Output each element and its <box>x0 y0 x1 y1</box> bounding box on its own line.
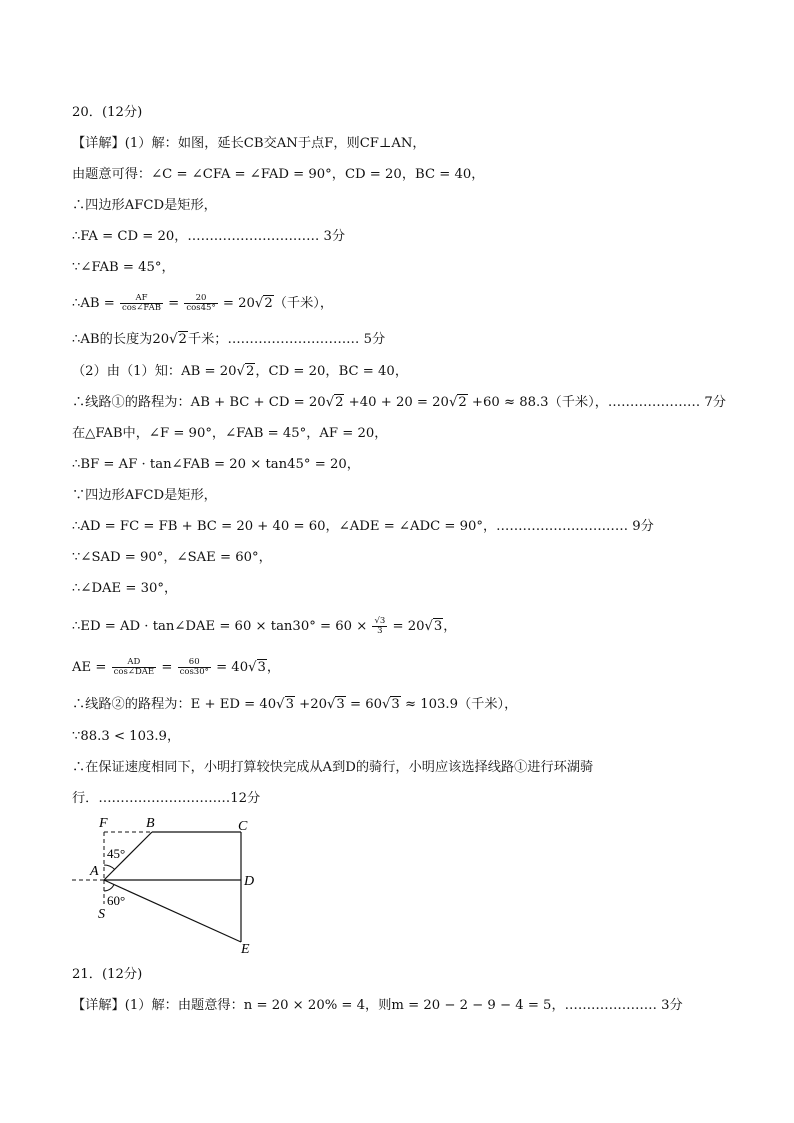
label-s: S <box>98 907 105 922</box>
label-d: D <box>244 874 255 889</box>
sqrt: √3 <box>248 660 266 675</box>
q20-line-18: ∴线路②的路程为：E + ED = 40√3 +20√3 = 60√3 ≈ 103.9（千米）， <box>72 697 518 712</box>
q20-line-21: 行．…………………………12分 <box>72 791 261 806</box>
q20-line-8: （2）由（1）知：AB = 20√2，CD = 20，BC = 40， <box>72 364 409 379</box>
q20-line-12: ∵四边形AFCD是矩形， <box>72 488 217 503</box>
q20-line-17: AE = $\frac{AD}{\text{cos∠DAE}}$ = $\frac{60}{\cos 30^\circ}$ = 40√3， <box>72 657 281 677</box>
sqrt: √2 <box>236 364 255 379</box>
sqrt: √3 <box>276 697 294 712</box>
q20-line-14: ∵∠SAD = 90°，∠SAE = 60°， <box>72 550 272 565</box>
sqrt: √3 <box>424 619 443 634</box>
q20-heading: 20．(12分) <box>72 105 143 120</box>
q21-heading: 21．(12分) <box>72 967 143 982</box>
fraction: $\frac{√3}{3}$ <box>374 616 386 636</box>
q20-line-3: ∴四边形AFCD是矩形， <box>72 198 217 213</box>
sqrt: √2 <box>169 332 187 347</box>
fraction: $\frac{AD}{\text{cos∠DAE}}$ <box>113 657 155 677</box>
q20-line-20: ∴在保证速度相同下，小明打算较快完成从A到D的骑行，小明应该选择线路①进行环湖骑 <box>72 760 594 775</box>
angle-arc-sae <box>104 885 114 892</box>
q20-line-16: ∴ED = AD · tan∠DAE = 60 × tan30° = 60 × $\frac{√3}{3}$ = 20√3， <box>72 616 457 636</box>
q20-line-1: 【详解】(1）解：如图，延长CB交AN于点F，则CF⊥AN， <box>72 136 426 151</box>
sqrt: √2 <box>325 395 344 410</box>
q20-line-7: ∴AB的长度为20√2千米；………………………… 5分 <box>72 332 386 347</box>
q20-line-11: ∴BF = AF · tan∠FAB = 20 × tan45° = 20， <box>72 457 360 472</box>
geometry-figure <box>60 812 280 962</box>
angle-label-sae: 60° <box>107 893 126 908</box>
label-b: B <box>146 816 155 831</box>
segment-ae <box>104 880 241 942</box>
sqrt: √3 <box>327 697 345 712</box>
fraction: $\frac{20}{\cos 45^\circ}$ <box>186 293 216 313</box>
label-a: A <box>90 864 99 879</box>
sqrt: √2 <box>448 395 467 410</box>
q20-line-19: ∵88.3 < 103.9， <box>72 729 181 744</box>
label-c: C <box>238 819 248 834</box>
q20-line-4: ∴FA = CD = 20，………………………… 3分 <box>72 229 346 244</box>
angle-arc-fab <box>104 865 115 869</box>
label-f: F <box>99 816 108 831</box>
q20-line-2: 由题意可得：∠C = ∠CFA = ∠FAD = 90°，CD = 20，BC = 40， <box>72 167 485 182</box>
q20-line-13: ∴AD = FC = FB + BC = 20 + 40 = 60，∠ADE = ∠ADC = 90°，………………………… 9分 <box>72 519 654 534</box>
q20-line-15: ∴∠DAE = 30°， <box>72 581 178 596</box>
q20-line-6: ∴AB = $\frac{AF}{\text{cos∠FAB}}$ = $\frac{20}{\cos 45^\circ}$ = 20√2（千米）， <box>72 293 334 313</box>
sqrt: √3 <box>382 697 400 712</box>
label-e: E <box>241 942 250 957</box>
fraction: $\frac{AF}{\text{cos∠FAB}}$ <box>122 293 161 313</box>
q20-line-5: ∵∠FAB = 45°， <box>72 260 175 275</box>
q20-line-9: ∴线路①的路程为：AB + BC + CD = 20√2 +40 + 20 = 20√2 +60 ≈ 88.3（千米），………………… 7分 <box>72 395 726 410</box>
angle-label-fab: 45° <box>107 846 126 861</box>
sqrt: √2 <box>254 296 273 311</box>
fraction: $\frac{60}{\cos 30^\circ}$ <box>179 657 209 677</box>
q21-line-1: 【详解】(1）解：由题意得：n = 20 × 20% = 4，则m = 20 − 2 − 9 − 4 = 5，………………… 3分 <box>72 998 683 1013</box>
q20-line-10: 在△FAB中，∠F = 90°，∠FAB = 45°，AF = 20， <box>72 426 388 441</box>
